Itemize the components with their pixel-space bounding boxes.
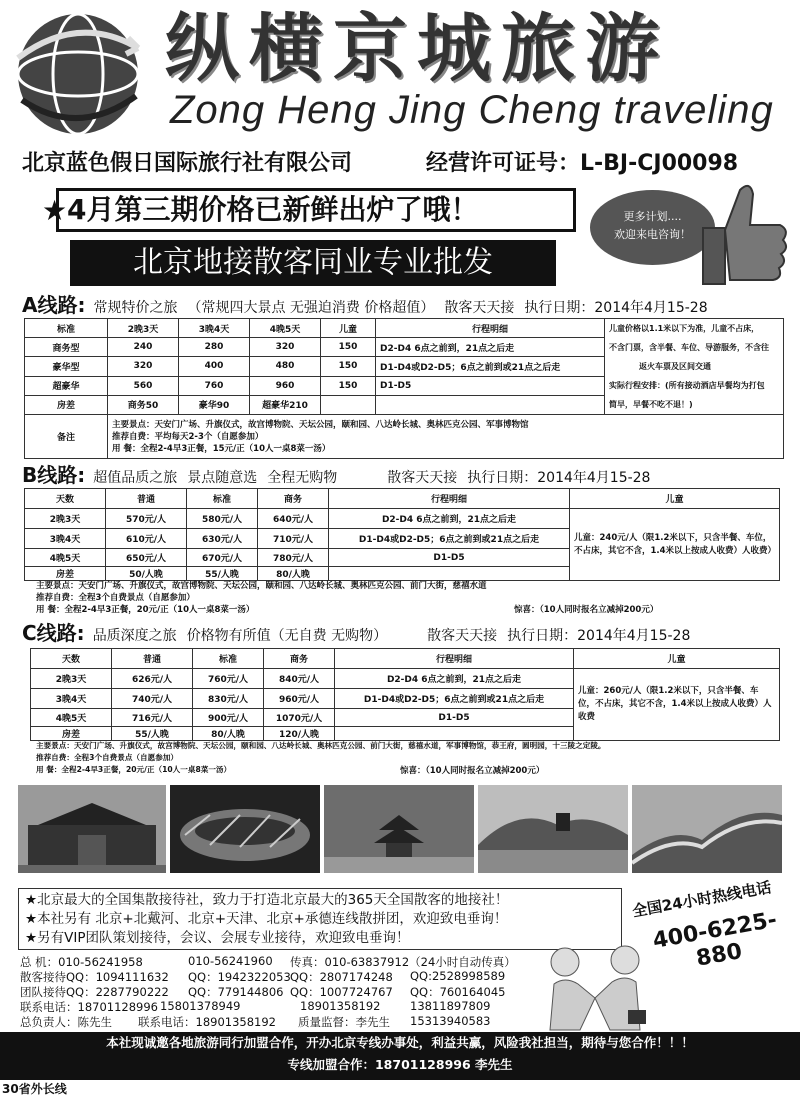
promo-line: ★另有VIP团队策划接待，会议、会展专业接待，欢迎致电垂询！ <box>25 930 410 946</box>
table-header: 标准 <box>25 319 108 338</box>
child-note: 儿童价格以1.1米以下为准，儿童不占床， 不含门票，含半餐、车位、导游服务，不含往 返火车票及区间交通 实际行程安排：(所有接动酒店早餐均为打包 简早，早餐不吃不退！) <box>605 319 784 415</box>
summer-palace-photo <box>478 785 628 873</box>
table-row: 2晚3天 570元/人 580元/人 640元/人 D2-D4 6点之前到，21点之后走 儿童：240元/人（限1.2米以下，只含半餐、车位，不占床，其它不含，1.4米以上按成人收费）人收费） <box>25 509 780 529</box>
globe-logo <box>8 8 150 138</box>
remark-label: 备注 <box>25 415 108 459</box>
table-row: 房差 50/人晚 55/人晚 80/人晚 <box>25 567 780 581</box>
brand-name-chinese: 纵横京城旅游 <box>165 6 669 92</box>
route-b-heading <box>22 464 660 486</box>
route-code: A线路: <box>22 293 86 317</box>
table-header: 行程明细 <box>376 319 605 338</box>
route-daily: 散客天天接 <box>427 628 498 644</box>
route-name: 超值品质之旅 <box>93 470 178 486</box>
route-b-table: 天数 普通 标准 商务 行程明细 儿童 2晚3天 570元/人 580元/人 640元/人 D2-D4 6点之前到，21点之后走 儿童：240元/人（限1.2米以下，只含半餐、车位，不占床，其它不含，1.4米以上按成人收费）人收费） 3晚4天 610元/人 630元/人 710元/人 D1-D4或D2-D5；6点之前到或21点之后走 4晚5天 650元/人 670元/人 780元/人 D1-D5 房差 50/人晚 55/人晚 80/人晚 <box>24 488 780 581</box>
route-name: 常规特价之旅 <box>93 300 178 316</box>
birds-nest-stadium-photo <box>170 785 320 873</box>
table-header: 4晚5天 <box>250 319 321 338</box>
route-daily: 散客天天接 <box>444 300 515 316</box>
route-date: 执行日期：2014年4月15-28 <box>507 628 691 644</box>
child-price: 儿童：240元/人（限1.2米以下，只含半餐、车位，不占床，其它不含，1.4米以上按成人收费）人收费） <box>570 509 780 581</box>
route-c-table: 天数 普通 标准 商务 行程明细 儿童 2晚3天 626元/人 760元/人 840元/人 D2-D4 6点之前到，21点之后走 儿童：260元/人（限1.2米以下，只含半餐、车位，不占床，其它不含，1.4米以上按成人收费）人收费 3晚4天 740元/人 830元/人 960元/人 D1-D4或D2-D5；6点之前到或21点之后走 4晚5天 716元/人 900元/人 1070元/人 D1-D5 房差 55/人晚 80/人晚 120/人晚 <box>30 648 780 741</box>
footer-line: 专线加盟合作：18701128996 李先生 <box>287 1057 513 1072</box>
route-c-heading <box>22 622 700 644</box>
promo-box <box>18 888 622 950</box>
company-name: 北京蓝色假日国际旅行社有限公司 <box>22 151 353 176</box>
remark-text: 主要景点：天安门广场、升旗仪式，故宫博物院、天坛公园，颐和园、八达岭长城、奥林匹克公园、军事博物馆 推荐自费：平均每天2-3个（自愿参加） 用 餐：全程2-4早3正餐，15元/正（10人一桌8菜一汤） <box>108 415 784 459</box>
route-c-gift: 惊喜：（10人同时报名立减掉200元） <box>400 766 545 776</box>
promo-line: ★本社另有 北京+北戴河、北京+天津、北京+承德连线散拼团，欢迎致电垂询！ <box>25 911 508 927</box>
thumbs-up-icon <box>695 180 790 290</box>
table-header: 3晚4天 <box>179 319 250 338</box>
table-row: 超豪华 560 760 960 150 D1-D5 <box>25 376 784 395</box>
route-desc: 价格物有所值（无自费 无购物） <box>186 628 388 644</box>
temple-of-heaven-photo <box>324 785 474 873</box>
banner: 北京地接散客同业专业批发 <box>70 240 556 286</box>
route-daily: 散客天天接 <box>387 470 458 486</box>
tiananmen-photo <box>18 785 166 873</box>
table-row: 4晚5天 716元/人 900元/人 1070元/人 D1-D5 <box>31 709 780 727</box>
route-extra: 全程无购物 <box>267 470 338 486</box>
route-code: C线路: <box>22 621 85 645</box>
table-row <box>25 415 784 459</box>
hotline-number: 400-6225-880 <box>650 907 779 972</box>
star-icon: ★ <box>42 194 68 227</box>
handshake-figures-icon <box>540 940 650 1035</box>
table-row: 商务型 240 280 320 150 D2-D4 6点之前到，21点之后走 <box>25 338 784 357</box>
table-row: 3晚4天 740元/人 830元/人 960元/人 D1-D4或D2-D5；6点之前到或21点之后走 <box>31 689 780 709</box>
corner-label: 30省外长线 <box>2 1082 67 1096</box>
table-row: 房差 55/人晚 80/人晚 120/人晚 <box>31 727 780 741</box>
table-row: 2晚3天 626元/人 760元/人 840元/人 D2-D4 6点之前到，21点之后走 儿童：260元/人（限1.2米以下，只含半餐、车位，不占床，其它不含，1.4米以上按成人收费）人收费 <box>31 669 780 689</box>
license-number: 经营许可证号：L-BJ-CJ00098 <box>426 151 739 176</box>
table-header: 儿童 <box>321 319 376 338</box>
route-c-remarks: 主要景点：天安门广场、升旗仪式，故宫博物院、天坛公园，颐和园、八达岭长城、奥林匹克公园、前门大街，慈禧水道，军事博物馆，恭王府，圆明园，十三陵之定陵。 推荐自费：全程3个自费景点（自愿参加） 用 餐：全程2-4早3正餐，20元/正（10人一桌8菜一汤） <box>36 741 606 774</box>
table-row: 豪华型 320 400 480 150 D1-D4或D2-D5；6点之前到或21点之后走 <box>25 357 784 376</box>
route-desc: （常规四大景点 无强迫消费 价格超值） <box>187 300 435 316</box>
table-row: 房差 商务50 豪华90 超豪华210 <box>25 395 784 414</box>
table-row: 3晚4天 610元/人 630元/人 710元/人 D1-D4或D2-D5；6点之前到或21点之后走 <box>25 529 780 549</box>
route-a-heading <box>22 294 718 316</box>
table-row: 4晚5天 650元/人 670元/人 780元/人 D1-D5 <box>25 549 780 567</box>
table-header: 2晚3天 <box>108 319 179 338</box>
route-b-gift: 惊喜：（10人同时报名立减掉200元） <box>514 605 659 615</box>
promo-line: ★北京最大的全国集散接待社，致力于打造北京最大的365天全国散客的地接社！ <box>25 892 509 908</box>
route-name: 品质深度之旅 <box>92 628 177 644</box>
route-a-table <box>24 318 784 459</box>
child-price: 儿童：260元/人（限1.2米以下，只含半餐、车位，不占床，其它不含，1.4米以上按成人收费）人收费 <box>574 669 780 741</box>
route-code: B线路: <box>22 463 86 487</box>
bubble-line: 欢迎来电咨询！ <box>614 228 691 241</box>
route-date: 执行日期：2014年4月15-28 <box>467 470 651 486</box>
route-desc: 景点随意选 <box>187 470 258 486</box>
headline: 4月第三期价格已新鲜出炉了哦！ <box>56 188 576 232</box>
footer-banner <box>0 1032 800 1080</box>
great-wall-photo <box>632 785 782 873</box>
hotline-title: 全国24小时热线电话 <box>630 878 773 921</box>
bubble-line: 更多计划.... <box>623 210 682 223</box>
footer-line: 本社现诚邀各地旅游同行加盟合作，开办北京专线办事处，利益共赢，风险我社担当，期待与您合作！！！ <box>106 1035 694 1050</box>
route-date: 执行日期：2014年4月15-28 <box>524 300 708 316</box>
brand-name-english: Zong Heng Jing Cheng traveling <box>170 88 774 132</box>
route-b-remarks: 主要景点：天安门广场、升旗仪式，故宫博物院、天坛公园，颐和园、八达岭长城、奥林匹克公园、前门大街，慈禧水道 推荐自费：全程3个自费景点（自愿参加） 用 餐：全程2-4早3正餐，20元/正（10人一桌8菜一汤） <box>36 581 487 615</box>
